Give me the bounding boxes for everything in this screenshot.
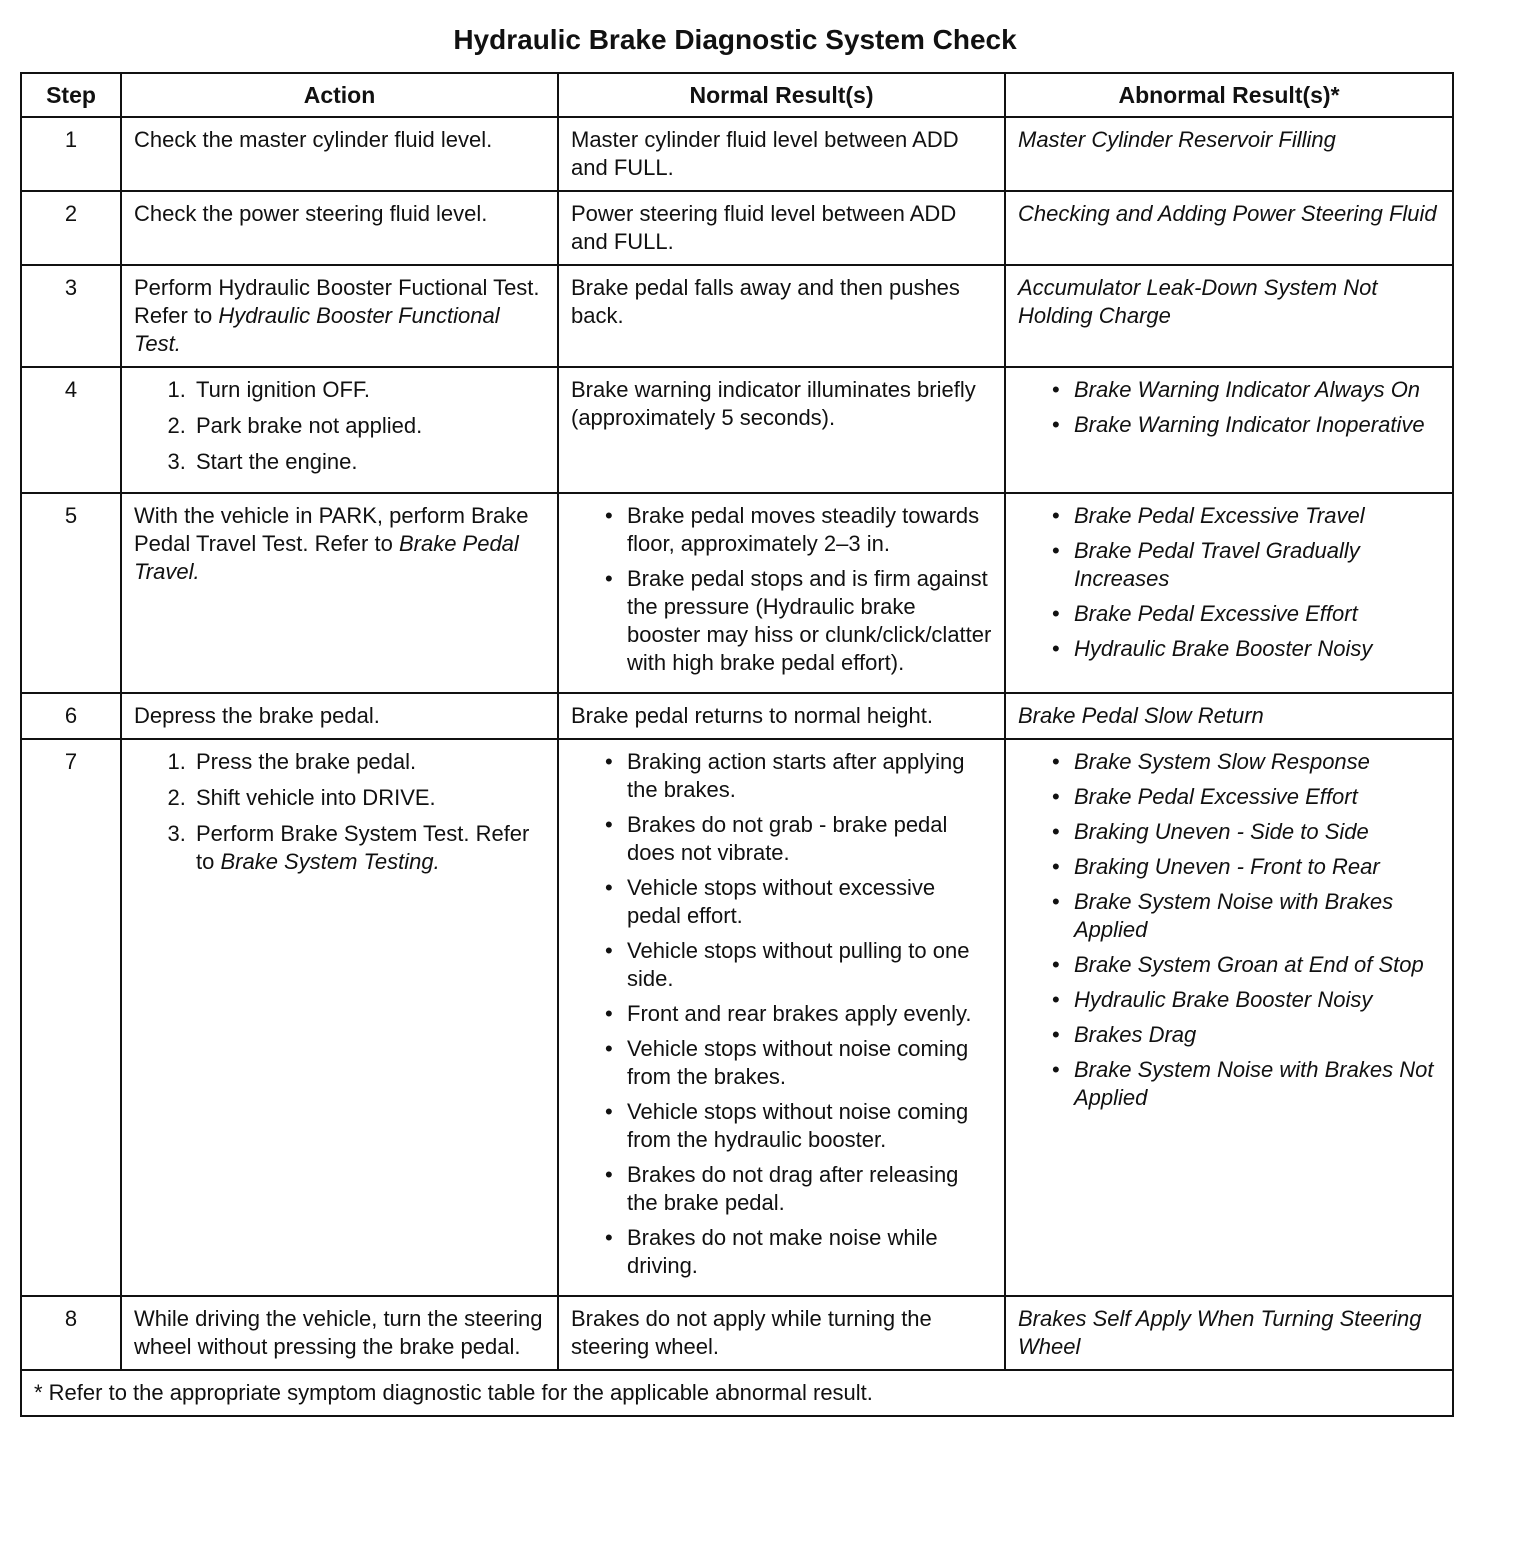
- header-normal-results: Normal Result(s): [558, 73, 1005, 117]
- abnormal-bullet-item: • Hydraulic Brake Booster Noisy: [1074, 635, 1440, 663]
- header-action: Action: [121, 73, 558, 117]
- abnormal-text: Accumulator Leak-Down System Not Holding Charge: [1018, 275, 1378, 328]
- normal-bullet-item: • Brake pedal stops and is firm against the pressure (Hydraulic brake booster may hiss or clunk/click/clatter with high brake pedal effort).: [627, 565, 992, 677]
- normal-bullet-item: • Brake pedal moves steadily towards floor, approximately 2–3 in.: [627, 502, 992, 558]
- header-step: Step: [21, 73, 121, 117]
- normal-bullet-item: • Vehicle stops without pulling to one side.: [627, 937, 992, 993]
- action-steps-list: [134, 748, 545, 876]
- abnormal-bullet-list: [1018, 502, 1440, 663]
- page-title: Hydraulic Brake Diagnostic System Check: [453, 24, 1017, 55]
- table-row: [21, 191, 1453, 265]
- abnormal-bullet-item: • Brake Warning Indicator Inoperative: [1074, 411, 1440, 439]
- action-step-text: Turn ignition OFF.: [196, 377, 371, 402]
- action-cell: [121, 739, 558, 1296]
- abnormal-bullet-item: • Brake Pedal Excessive Effort: [1074, 600, 1440, 628]
- step-number: 3: [21, 265, 121, 367]
- action-text: Perform Hydraulic Booster Fuctional Test. Refer to: [134, 275, 540, 328]
- action-text: Check the master cylinder fluid level.: [134, 127, 493, 152]
- abnormal-bullet-item: • Brake System Noise with Brakes Applied: [1074, 888, 1440, 944]
- abnormal-result-cell: [1005, 367, 1453, 493]
- abnormal-bullet-list: [1018, 376, 1440, 439]
- reference-link: Hydraulic Booster Functional Test.: [134, 303, 500, 356]
- normal-result-cell: [558, 693, 1005, 739]
- reference-link: Brake System Testing.: [220, 849, 440, 874]
- table-body: [21, 117, 1453, 1370]
- normal-bullet-item: • Front and rear brakes apply evenly.: [627, 1000, 992, 1028]
- table-row: [21, 493, 1453, 693]
- table-row: [21, 693, 1453, 739]
- abnormal-bullet-item: • Brake System Groan at End of Stop: [1074, 951, 1440, 979]
- normal-text: Master cylinder fluid level between ADD and FULL.: [571, 127, 959, 180]
- table-row: [21, 117, 1453, 191]
- abnormal-bullet-item: • Braking Uneven - Front to Rear: [1074, 853, 1440, 881]
- table-row: [21, 367, 1453, 493]
- action-step-item: [192, 376, 545, 404]
- action-cell: [121, 367, 558, 493]
- abnormal-result-cell: [1005, 739, 1453, 1296]
- action-cell: [121, 117, 558, 191]
- table-row: [21, 265, 1453, 367]
- normal-bullet-item: • Brakes do not drag after releasing the brake pedal.: [627, 1161, 992, 1217]
- abnormal-text: Brake Pedal Slow Return: [1018, 703, 1264, 728]
- normal-result-cell: [558, 117, 1005, 191]
- reference-link: Brake Pedal Travel.: [134, 531, 519, 584]
- action-text: With the vehicle in PARK, perform Brake Pedal Travel Test. Refer to: [134, 503, 529, 556]
- action-cell: [121, 1296, 558, 1370]
- action-cell: [121, 693, 558, 739]
- step-number: 5: [21, 493, 121, 693]
- action-text: While driving the vehicle, turn the steering wheel without pressing the brake pedal.: [134, 1306, 543, 1359]
- action-step-text: Start the engine.: [196, 449, 358, 474]
- abnormal-result-cell: [1005, 191, 1453, 265]
- abnormal-text: Brakes Self Apply When Turning Steering Wheel: [1018, 1306, 1422, 1359]
- action-step-item: [192, 412, 545, 440]
- normal-result-cell: [558, 191, 1005, 265]
- action-step-text: Press the brake pedal.: [196, 749, 417, 774]
- normal-bullet-item: • Brakes do not grab - brake pedal does not vibrate.: [627, 811, 992, 867]
- action-step-text: Shift vehicle into DRIVE.: [196, 785, 436, 810]
- abnormal-bullet-item: • Brake System Slow Response: [1074, 748, 1440, 776]
- abnormal-bullet-item: • Brake Pedal Excessive Travel: [1074, 502, 1440, 530]
- action-step-item: [192, 784, 545, 812]
- abnormal-bullet-item: • Brake System Noise with Brakes Not Applied: [1074, 1056, 1440, 1112]
- abnormal-bullet-item: • Brake Warning Indicator Always On: [1074, 376, 1440, 404]
- normal-result-cell: [558, 367, 1005, 493]
- normal-text: Brake warning indicator illuminates briefly (approximately 5 seconds).: [571, 377, 976, 430]
- abnormal-text: Master Cylinder Reservoir Filling: [1018, 127, 1336, 152]
- action-step-item: [192, 448, 545, 476]
- footnote-row: [21, 1370, 1453, 1416]
- table-row: [21, 1296, 1453, 1370]
- normal-bullet-item: • Braking action starts after applying the brakes.: [627, 748, 992, 804]
- normal-text: Brake pedal returns to normal height.: [571, 703, 933, 728]
- normal-bullet-item: • Vehicle stops without noise coming from the brakes.: [627, 1035, 992, 1091]
- diagnostic-table: [20, 72, 1454, 1417]
- action-cell: [121, 493, 558, 693]
- action-text: Check the power steering fluid level.: [134, 201, 488, 226]
- abnormal-result-cell: [1005, 693, 1453, 739]
- step-number: 8: [21, 1296, 121, 1370]
- footnote: * Refer to the appropriate symptom diagnostic table for the applicable abnormal result.: [21, 1370, 1453, 1416]
- normal-result-cell: [558, 1296, 1005, 1370]
- action-step-text: Park brake not applied.: [196, 413, 423, 438]
- action-step-item: [192, 820, 545, 876]
- normal-result-cell: [558, 265, 1005, 367]
- table-row: [21, 739, 1453, 1296]
- abnormal-bullet-item: • Brake Pedal Excessive Effort: [1074, 783, 1440, 811]
- step-number: 7: [21, 739, 121, 1296]
- step-number: 4: [21, 367, 121, 493]
- step-number: 6: [21, 693, 121, 739]
- action-step-text: Perform Brake System Test. Refer to: [196, 821, 530, 874]
- header-row: [21, 73, 1453, 117]
- step-number: 2: [21, 191, 121, 265]
- abnormal-result-cell: [1005, 1296, 1453, 1370]
- action-step-item: [192, 748, 545, 776]
- abnormal-bullet-list: [1018, 748, 1440, 1112]
- normal-result-cell: [558, 739, 1005, 1296]
- action-steps-list: [134, 376, 545, 476]
- action-cell: [121, 191, 558, 265]
- abnormal-result-cell: [1005, 265, 1453, 367]
- action-text: Depress the brake pedal.: [134, 703, 380, 728]
- normal-bullet-item: • Vehicle stops without noise coming from the hydraulic booster.: [627, 1098, 992, 1154]
- abnormal-bullet-item: • Brake Pedal Travel Gradually Increases: [1074, 537, 1440, 593]
- abnormal-bullet-item: • Hydraulic Brake Booster Noisy: [1074, 986, 1440, 1014]
- abnormal-bullet-item: • Brakes Drag: [1074, 1021, 1440, 1049]
- normal-bullet-item: • Vehicle stops without excessive pedal effort.: [627, 874, 992, 930]
- abnormal-result-cell: [1005, 493, 1453, 693]
- normal-bullet-list: [571, 748, 992, 1280]
- abnormal-result-cell: [1005, 117, 1453, 191]
- abnormal-bullet-item: • Braking Uneven - Side to Side: [1074, 818, 1440, 846]
- normal-text: Brake pedal falls away and then pushes back.: [571, 275, 960, 328]
- normal-result-cell: [558, 493, 1005, 693]
- step-number: 1: [21, 117, 121, 191]
- header-abnormal-results: Abnormal Result(s)*: [1005, 73, 1453, 117]
- action-cell: [121, 265, 558, 367]
- normal-text: Brakes do not apply while turning the steering wheel.: [571, 1306, 932, 1359]
- normal-text: Power steering fluid level between ADD and FULL.: [571, 201, 957, 254]
- normal-bullet-list: [571, 502, 992, 677]
- abnormal-text: Checking and Adding Power Steering Fluid: [1018, 201, 1437, 226]
- normal-bullet-item: • Brakes do not make noise while driving.: [627, 1224, 992, 1280]
